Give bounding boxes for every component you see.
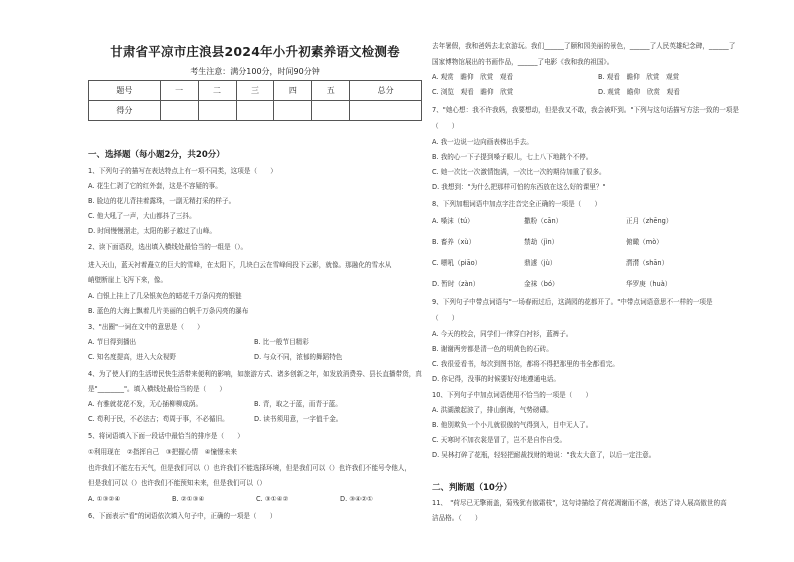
option-2a: A. 白银上挂上了几朵银灰色的暗花千万条闪亮的银链 xyxy=(88,292,242,300)
score-table-header-row xyxy=(89,81,422,101)
score-table-row xyxy=(89,101,422,121)
question-5-text: 但是我们可以（）也许我们不能预知未来，但是我们可以（） xyxy=(88,479,267,487)
question-11: 11、 "荷尽已无擎雨盖，菊残犹有傲霜枝"，这句诗描绘了荷花凋谢而不落，表达了诗人展高傲世的高 xyxy=(432,499,727,507)
question-6-text: 国家博物馆展出的书画作品，______了电影《我和我的祖国》。 xyxy=(432,58,614,66)
option-8b: 俯瞰（mò） xyxy=(626,238,663,246)
score-header-cell: 二 xyxy=(198,81,236,101)
option-3b: B. 比一般节目精彩 xyxy=(254,338,309,346)
score-table xyxy=(88,80,422,121)
option-2b: B. 蓝色的大海上飘着几片美丽的白帆千万条闪亮的瀑布 xyxy=(88,307,249,315)
option-1d: D. 时间慢慢溜走，太阳的影子越过了山峰。 xyxy=(88,227,216,235)
option-1c: C. 他大吼了一声，大山都抖了三抖。 xyxy=(88,212,196,220)
option-4a: A. 有雅就花花不发，无心插柳柳成荫。 xyxy=(88,400,203,408)
question-5-words: ①利用现在 ②指挥自己 ③把握心情 ④憧憬未来 xyxy=(88,448,237,456)
option-1a: A. 花生仁剥了它的红外套，这是不容疑的事。 xyxy=(88,182,222,190)
option-7b: B. 我的心一下子提到嗓子眼儿，七上八下地跳个不停。 xyxy=(432,153,593,161)
score-header-cell: 三 xyxy=(236,81,274,101)
option-9a: A. 今天的校会，同学们一律穿白衬衫，蓝裤子。 xyxy=(432,330,573,338)
option-4b: B. 青，取之于蓝，而青于蓝。 xyxy=(254,400,342,408)
option-8b: B. 畜养（xù） xyxy=(432,238,476,246)
score-cell[interactable] xyxy=(198,101,236,121)
score-row-label: 得分 xyxy=(89,101,161,121)
option-5a: A. ①③②④ xyxy=(88,495,121,503)
score-cell[interactable] xyxy=(236,101,274,121)
question-8: 8、下列加粗词语中加点字注音完全正确的一项是（ ） xyxy=(432,200,602,208)
option-8a: A. 嗓沫（tú） xyxy=(432,217,474,225)
option-8b: 禁劫（jìn） xyxy=(524,238,559,246)
option-9b: B. 谢谢两旁都是清一色的明黄色的石砖。 xyxy=(432,345,553,353)
option-10c: C. 天寒时不加衣裳是冒了，岂不是自作自受。 xyxy=(432,436,567,444)
option-7a: A. 我一边说一边向画表梯出手去。 xyxy=(432,138,533,146)
option-10b: B. 他别欺负一个小儿就很傲的气得到入，目中无人了。 xyxy=(432,421,593,429)
question-3: 3、"出圈"一词在文中的意思是（ ） xyxy=(88,323,204,331)
score-cell[interactable] xyxy=(160,101,198,121)
option-7c: C. 她一次比一次激情饱满，一次比一次的期待加重了很多。 xyxy=(432,168,606,176)
question-11: 洁品格。（ ） xyxy=(432,514,482,522)
option-8a: 正月（zhēng） xyxy=(626,217,673,225)
question-2-text: 峭壁断崖上飞泻下来，像。 xyxy=(88,276,168,284)
question-7-blank: （ ） xyxy=(432,122,459,130)
option-8d: 华罗庚（huà） xyxy=(626,280,672,288)
option-3d: D. 与众不同，浓郁的舞蹈特色 xyxy=(254,353,343,361)
score-header-cell: 一 xyxy=(160,81,198,101)
question-4: 4、为了使人们的生活增民快生活带来便利的影响，如旅游方式、诸多创新之年，如发放消费券、县长直播带货，真 xyxy=(88,370,422,378)
question-5-text: 也许我们不能左右天气，但是我们可以（）也许我们不能选择环境，但是我们可以（）也许我们不能号令他人， xyxy=(88,464,412,472)
option-4d: D. 读书须用意，一字值千金。 xyxy=(254,415,343,423)
option-8d: D. 暂时（zàn） xyxy=(432,280,480,288)
option-6a: A. 观赏 瞻仰 欣赏 观看 xyxy=(432,73,514,81)
section-heading-judgement: 二、判断题（10分） xyxy=(432,483,512,493)
option-10a: A. 洪湖激起波了，排山倒海，气势磅礴。 xyxy=(432,406,553,414)
option-5b: B. ②①③④ xyxy=(172,495,205,503)
question-7: 7、"她心想：我不许我妈，我要想动，但是我又不敢，我会被吓到。"下列与这句话描写方法一致的一项是 xyxy=(432,106,739,114)
question-6-text: 去年暑假，我和爸妈去北京游玩。我们______了颐和园美丽的景色，______了人民英雄纪念碑，______了 xyxy=(432,42,736,50)
question-10: 10、下列句子中加点词语使用不恰当的一项是（ ） xyxy=(432,391,593,399)
option-8c: 潸潸（shān） xyxy=(626,259,669,267)
question-4: 是"________"。填入横线处最恰当的是（ ） xyxy=(88,385,226,393)
section-heading-choice: 一、选择题（每小题2分，共20分） xyxy=(88,150,225,160)
option-8c: 鼎遽（jù） xyxy=(524,259,557,267)
score-header-cell: 五 xyxy=(312,81,350,101)
score-header-cell: 四 xyxy=(274,81,312,101)
question-6: 6、下面表示"看"的词语依次填入句子中，正确的一项是（ ） xyxy=(88,512,277,520)
option-9d: D. 你记得，没事的时候要好好地遵通电话。 xyxy=(432,375,560,383)
option-7d: D. 我想到："为什么把那样可怕的东西放在这么好的课里？" xyxy=(432,183,606,191)
question-5: 5、将词语填入下面一段话中最恰当的排序是（ ） xyxy=(88,432,244,440)
option-6b: B. 观看 瞻仰 欣赏 观赏 xyxy=(598,73,680,81)
question-2-text: 进入天山，蓝天衬着矗立的巨大的雪峰，在太阳下，几块白云在雪峰间投下云影，就像。那融化的雪水从 xyxy=(88,261,392,269)
option-10d: D. 吴林打碎了花瓶，轻轻把耐裁找财的地说："我太大意了，以后一定注意。 xyxy=(432,451,656,459)
option-5d: D. ③④②① xyxy=(340,495,373,503)
option-8c: C. 嘌吼（piāo） xyxy=(432,259,482,267)
option-3c: C. 知名度提高，进入大众视野 xyxy=(88,353,176,361)
question-9: 9、下列句子中带点词语与"一场春雨过后，这满园的花都开了。"中带点词语意思不一样的一项是 xyxy=(432,298,713,306)
option-5c: C. ③①④② xyxy=(256,495,289,503)
option-1b: B. 脸边的花儿背挂着露珠，一副无精打采的样子。 xyxy=(88,197,236,205)
option-8a: 撒粉（cān） xyxy=(524,217,563,225)
question-9-blank: （ ） xyxy=(432,314,459,322)
exam-note: 考生注意：满分100分，时间90分钟 xyxy=(190,67,320,76)
option-3a: A. 节目得到播出 xyxy=(88,338,137,346)
score-cell[interactable] xyxy=(350,101,422,121)
option-4c: C. 苟利于民，不必法古；苟周于事，不必循旧。 xyxy=(88,415,229,423)
option-6c: C. 浏览 观看 瞻仰 欣赏 xyxy=(432,88,514,96)
score-cell[interactable] xyxy=(274,101,312,121)
option-9c: C. 我很爱看书，每次到图书馆，都将不得把那里的书全都看完。 xyxy=(432,360,619,368)
option-8d: 金袜（bó） xyxy=(524,280,559,288)
question-2: 2、读下面语段，选出填入横线处最恰当的一组是（）。 xyxy=(88,243,248,251)
page-title: 甘肃省平凉市庄浪县2024年小升初素养语文检测卷 xyxy=(110,44,400,59)
score-cell[interactable] xyxy=(312,101,350,121)
score-header-cell: 题号 xyxy=(89,81,161,101)
score-header-cell: 总分 xyxy=(350,81,422,101)
option-6d: D. 观赏 瞻仰 欣赏 观看 xyxy=(598,88,680,96)
question-1: 1、下列句子的描写在表达特点上有一项不同类，这项是（ ） xyxy=(88,167,277,175)
